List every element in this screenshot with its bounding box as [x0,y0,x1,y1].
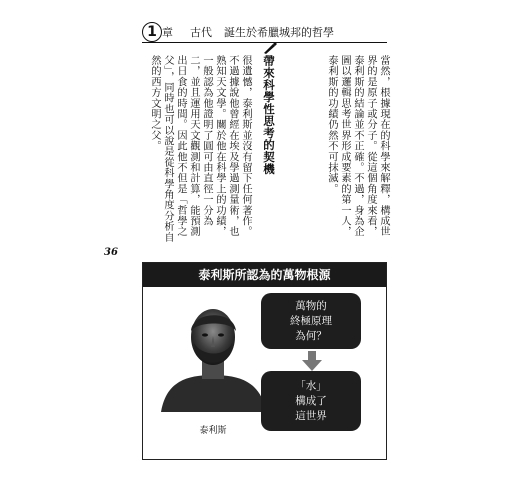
pen-icon [263,42,277,54]
down-arrow-icon [301,351,323,371]
portrait-caption: 泰利斯 [199,426,227,436]
answer-line-2: 構成了 [295,394,327,407]
section-heading: 帶來科學性思考的契機 [262,55,276,175]
figure-title: 泰利斯所認為的萬物根源 [143,263,386,287]
thales-bust-image [156,297,271,412]
body-paragraph-1: 當然，根據現在的科學來解釋，構成世界的是原子或分子。從這個角度來看，泰利斯的結論並不正確。不過，身為企圖以邏輯思考世界形成要素的第一人，泰利斯的功績仍然不可抹滅。 [326,55,389,237]
figure-box [142,262,387,460]
body-paragraph-2: 很遺憾，泰利斯並沒有留下任何著作。不過據說他曾經在埃及學過測量術，也熟知天文學。關於他在科學上的功績，一般認為他證明了圓可由直徑一分為二，並且運用天文觀測和計算，能預測出日食的時間。因此他不但是「哲學之父」，同時也可以說是從科學角度分析自然的西方文明之父。 [149,55,251,243]
answer-box [261,371,361,431]
chapter-title: 誕生於希臘城邦的哲學 [224,26,334,39]
page-number: 36 [104,247,118,258]
question-line-3: 為何？ [295,329,327,342]
question-box [261,293,361,349]
question-line-1: 萬物的 [295,299,327,312]
chapter-era: 古代 [190,26,212,39]
question-line-2: 終極原理 [290,314,332,327]
answer-line-3: 這世界 [295,409,327,422]
chapter-label: 章 [162,26,173,39]
chapter-number-badge: 1 [142,22,162,42]
answer-line-1: 「水」 [295,379,327,392]
